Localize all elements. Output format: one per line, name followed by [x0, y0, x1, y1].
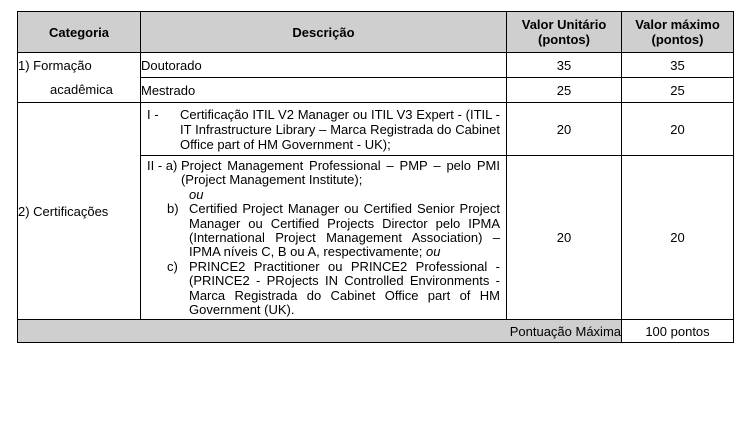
- category-certificacoes: 2) Certificações: [18, 103, 141, 320]
- total-label: Pontuação Máxima: [18, 320, 622, 343]
- descricao-mestrado: Mestrado: [141, 78, 507, 103]
- pmp-b-ou: ou: [426, 244, 441, 260]
- table-row-doutorado: [18, 53, 734, 78]
- scoring-table: [17, 11, 734, 343]
- valor-maximo-mestrado: 25: [622, 78, 734, 103]
- header-descricao: Descrição: [141, 12, 507, 53]
- category-formacao-line2: acadêmica: [50, 81, 113, 97]
- itil-text: Certificação ITIL V2 Manager ou ITIL V3 Expert - (ITIL - IT Infrastructure Library – Marca Registrada do Cabinet Office part of HM Government - UK);: [180, 107, 500, 152]
- pmp-marker: II - a): [147, 158, 178, 173]
- category-formacao-academica: [18, 53, 141, 103]
- pmp-a-text: Project Management Professional – PMP – pelo PMI (Project Management Institute);: [180, 158, 500, 188]
- valor-maximo-pmp: 20: [622, 156, 734, 320]
- header-valor-maximo: Valor máximo (pontos): [622, 12, 734, 53]
- table-row-itil: [18, 103, 734, 156]
- pmp-b-marker: b): [167, 201, 179, 217]
- valor-unitario-doutorado: 35: [507, 53, 622, 78]
- pmp-c-text: PRINCE2 Practitioner ou PRINCE2 Professional - (PRINCE2 - PRojects IN Controlled Environments - Marca Registrada do Cabinet Office part of HM Government (UK).: [189, 258, 500, 318]
- descricao-pmp: [141, 156, 507, 320]
- header-valor-unitario: Valor Unitário (pontos): [507, 12, 622, 53]
- total-value: 100 pontos: [622, 320, 734, 343]
- valor-maximo-itil: 20: [622, 103, 734, 156]
- valor-unitario-mestrado: 25: [507, 78, 622, 103]
- descricao-doutorado: Doutorado: [141, 53, 507, 78]
- itil-marker: I -: [147, 107, 159, 122]
- valor-unitario-itil: 20: [507, 103, 622, 156]
- table-row-total: [18, 320, 734, 343]
- header-categoria: Categoria: [18, 12, 141, 53]
- descricao-itil: [141, 103, 507, 156]
- pmp-a-ou: ou: [189, 186, 204, 202]
- valor-maximo-doutorado: 35: [622, 53, 734, 78]
- pmp-b-text: Certified Project Manager ou Certified Senior Project Manager ou Certified Projects Director pelo IPMA (International Project Management Association) – IPMA níveis C, B ou A, respectivamente;: [189, 201, 500, 260]
- category-formacao-line1: 1) Formação: [18, 57, 92, 73]
- pmp-c-marker: c): [167, 258, 178, 274]
- table-header-row: [18, 12, 734, 53]
- valor-unitario-pmp: 20: [507, 156, 622, 320]
